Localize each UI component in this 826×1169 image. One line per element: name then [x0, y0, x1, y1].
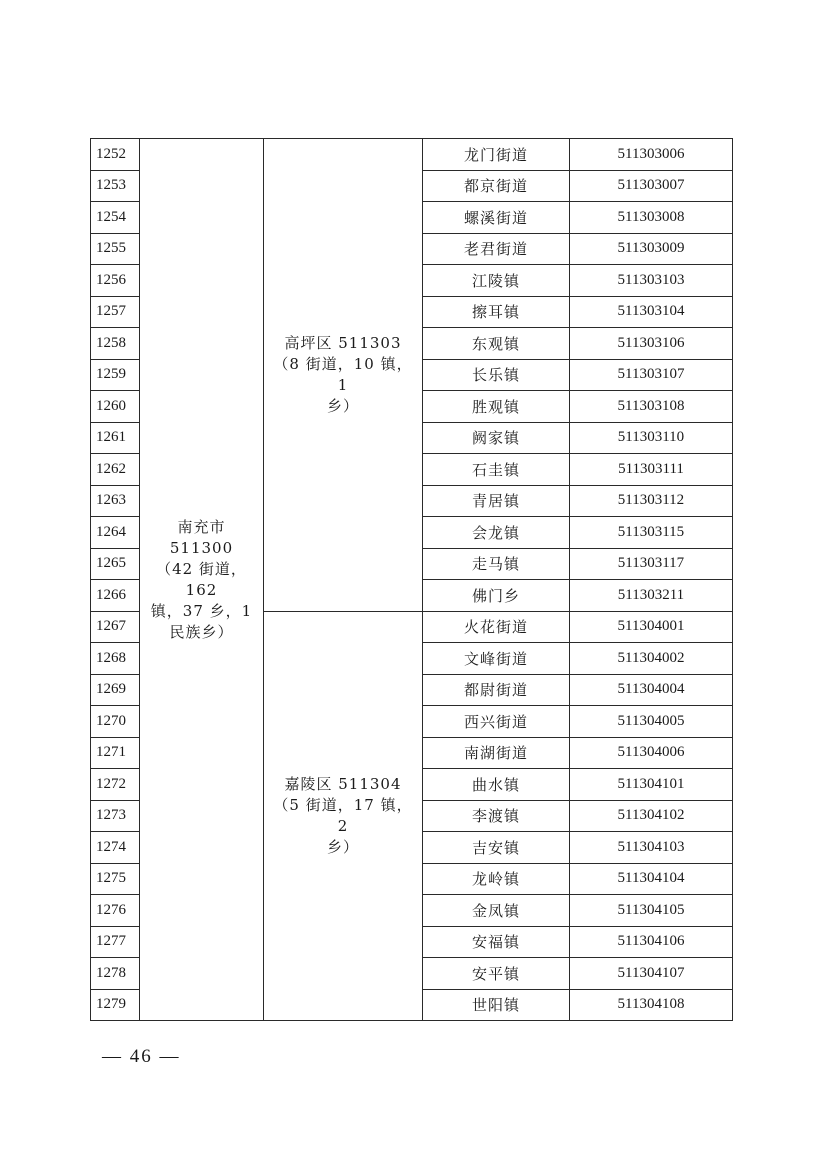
row-seq-cell: 1278: [91, 958, 140, 990]
row-code-cell: 511304104: [570, 863, 733, 895]
district-cell-1: [264, 139, 423, 612]
district-cell-1-line2: （8 街道，10 镇，1: [273, 354, 413, 394]
row-name-cell: 螺溪街道: [423, 202, 570, 234]
row-name-cell: 西兴街道: [423, 706, 570, 738]
row-seq-cell: 1257: [91, 296, 140, 328]
district-cell-2-line3: 乡）: [326, 837, 359, 856]
row-name-cell: 龙岭镇: [423, 863, 570, 895]
row-name-cell: 火花街道: [423, 611, 570, 643]
row-code-cell: 511304002: [570, 643, 733, 675]
row-name-cell: 老君街道: [423, 233, 570, 265]
row-seq-cell: 1276: [91, 895, 140, 927]
row-name-cell: 阙家镇: [423, 422, 570, 454]
row-seq-cell: 1264: [91, 517, 140, 549]
row-code-cell: 511303009: [570, 233, 733, 265]
row-seq-cell: 1274: [91, 832, 140, 864]
row-code-cell: 511303107: [570, 359, 733, 391]
city-cell-line3: 镇，37 乡，1: [150, 601, 253, 620]
row-name-cell: 安福镇: [423, 926, 570, 958]
row-code-cell: 511303211: [570, 580, 733, 612]
row-seq-cell: 1255: [91, 233, 140, 265]
district-cell-1-line3: 乡）: [326, 396, 359, 415]
row-code-cell: 511303115: [570, 517, 733, 549]
table-row: [91, 139, 733, 171]
row-seq-cell: 1273: [91, 800, 140, 832]
row-code-cell: 511303106: [570, 328, 733, 360]
row-name-cell: 曲水镇: [423, 769, 570, 801]
row-name-cell: 会龙镇: [423, 517, 570, 549]
row-code-cell: 511304105: [570, 895, 733, 927]
division-table: [90, 138, 733, 1021]
row-code-cell: 511304107: [570, 958, 733, 990]
row-name-cell: 南湖街道: [423, 737, 570, 769]
row-seq-cell: 1268: [91, 643, 140, 675]
row-seq-cell: 1262: [91, 454, 140, 486]
row-name-cell: 胜观镇: [423, 391, 570, 423]
city-cell-line4: 民族乡）: [169, 622, 234, 641]
row-seq-cell: 1266: [91, 580, 140, 612]
row-seq-cell: 1263: [91, 485, 140, 517]
row-seq-cell: 1256: [91, 265, 140, 297]
row-name-cell: 龙门街道: [423, 139, 570, 171]
city-cell-line1: 南充市 511300: [169, 517, 234, 557]
row-name-cell: 石圭镇: [423, 454, 570, 486]
row-name-cell: 李渡镇: [423, 800, 570, 832]
row-seq-cell: 1269: [91, 674, 140, 706]
row-name-cell: 江陵镇: [423, 265, 570, 297]
row-name-cell: 金凤镇: [423, 895, 570, 927]
row-code-cell: 511304001: [570, 611, 733, 643]
row-name-cell: 世阳镇: [423, 989, 570, 1021]
city-cell-text: [140, 517, 263, 643]
district-cell-2-text: [264, 774, 422, 858]
row-code-cell: 511304106: [570, 926, 733, 958]
row-code-cell: 511304101: [570, 769, 733, 801]
district-cell-2-line2: （5 街道，17 镇，2: [273, 795, 413, 835]
row-name-cell: 安平镇: [423, 958, 570, 990]
row-code-cell: 511303111: [570, 454, 733, 486]
row-code-cell: 511303006: [570, 139, 733, 171]
row-seq-cell: 1252: [91, 139, 140, 171]
row-seq-cell: 1253: [91, 170, 140, 202]
row-seq-cell: 1277: [91, 926, 140, 958]
row-name-cell: 青居镇: [423, 485, 570, 517]
row-code-cell: 511304004: [570, 674, 733, 706]
row-seq-cell: 1267: [91, 611, 140, 643]
row-seq-cell: 1258: [91, 328, 140, 360]
row-code-cell: 511303104: [570, 296, 733, 328]
row-name-cell: 都京街道: [423, 170, 570, 202]
row-name-cell: 走马镇: [423, 548, 570, 580]
row-seq-cell: 1272: [91, 769, 140, 801]
row-code-cell: 511303008: [570, 202, 733, 234]
row-name-cell: 佛门乡: [423, 580, 570, 612]
row-seq-cell: 1261: [91, 422, 140, 454]
row-name-cell: 长乐镇: [423, 359, 570, 391]
row-name-cell: 擦耳镇: [423, 296, 570, 328]
row-code-cell: 511303117: [570, 548, 733, 580]
row-code-cell: 511303007: [570, 170, 733, 202]
row-name-cell: 吉安镇: [423, 832, 570, 864]
row-code-cell: 511304103: [570, 832, 733, 864]
row-code-cell: 511304006: [570, 737, 733, 769]
division-table-body: [91, 139, 733, 1021]
row-seq-cell: 1279: [91, 989, 140, 1021]
city-cell: [140, 139, 264, 1021]
row-name-cell: 东观镇: [423, 328, 570, 360]
row-seq-cell: 1271: [91, 737, 140, 769]
row-code-cell: 511303112: [570, 485, 733, 517]
row-seq-cell: 1270: [91, 706, 140, 738]
row-code-cell: 511303103: [570, 265, 733, 297]
page-number: — 46 —: [102, 1046, 181, 1067]
row-name-cell: 都尉街道: [423, 674, 570, 706]
row-seq-cell: 1260: [91, 391, 140, 423]
row-seq-cell: 1259: [91, 359, 140, 391]
row-name-cell: 文峰街道: [423, 643, 570, 675]
district-cell-1-text: [264, 333, 422, 417]
row-code-cell: 511303110: [570, 422, 733, 454]
district-cell-1-line1: 高坪区 511303: [284, 333, 402, 352]
row-seq-cell: 1254: [91, 202, 140, 234]
row-seq-cell: 1275: [91, 863, 140, 895]
row-code-cell: 511304108: [570, 989, 733, 1021]
row-code-cell: 511303108: [570, 391, 733, 423]
district-cell-2-line1: 嘉陵区 511304: [284, 774, 402, 793]
row-code-cell: 511304005: [570, 706, 733, 738]
row-seq-cell: 1265: [91, 548, 140, 580]
city-cell-line2: （42 街道，162: [156, 559, 247, 599]
district-cell-2: [264, 611, 423, 1021]
row-code-cell: 511304102: [570, 800, 733, 832]
